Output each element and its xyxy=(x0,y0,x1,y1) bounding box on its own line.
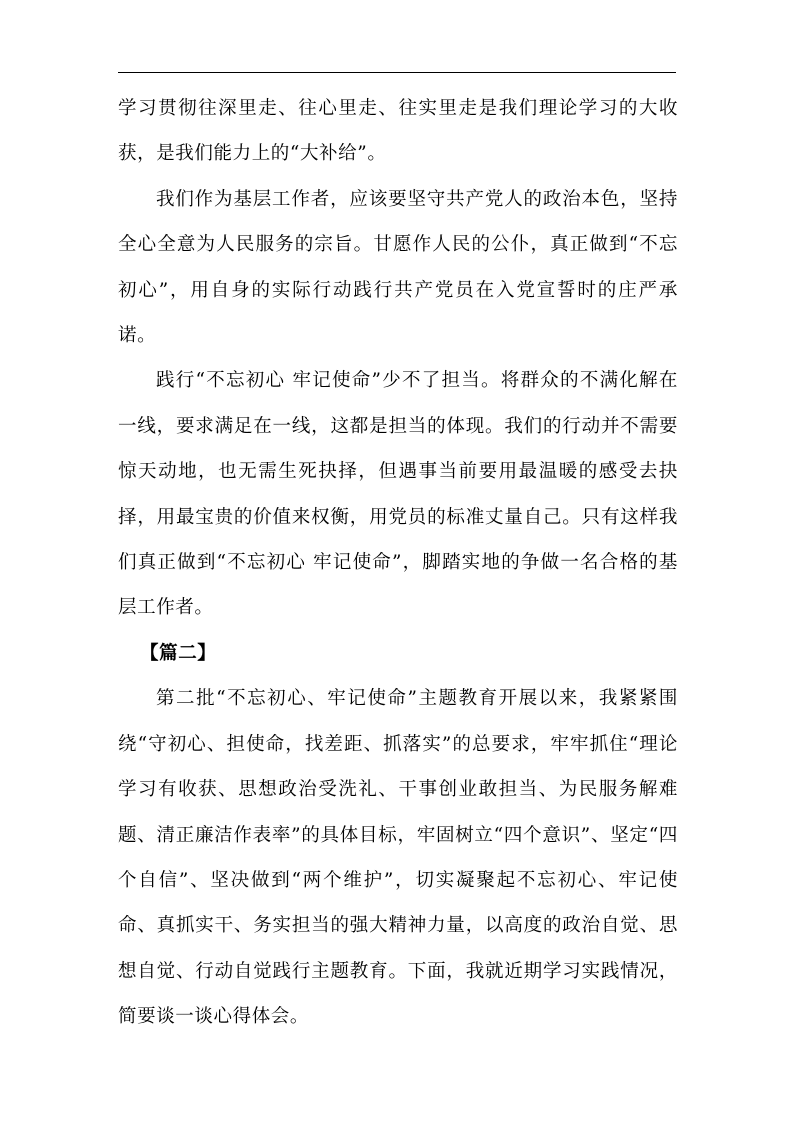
paragraph-2: 我们作为基层工作者，应该要坚守共产党人的政治本色，坚持全心全意为人民服务的宗旨。甘愿作人民的公仆，真正做到“不忘初心”，用自身的实际行动践行共产党员在入党宣誓时的庄严承诺。 xyxy=(118,188,678,347)
paragraph-4: 第二批“不忘初心、牢记使命”主题教育开展以来，我紧紧围绕“守初心、担使命，找差距、抓落实”的总要求，牢牢抓住“理论学习有收获、思想政治受洗礼、干事创业敢担当、为民服务解难题、清正廉洁作表率”的具体目标，牢固树立“四个意识”、坚定“四个自信”、坚决做到“两个维护”，切实凝聚起不忘初心、牢记使命、真抓实干、务实担当的强大精神力量，以高度的政治自觉、思想自觉、行动自觉践行主题教育。下面，我就近期学习实践情况，简要谈一谈心得体会。 xyxy=(118,688,678,1028)
document-body xyxy=(118,86,678,1040)
paragraph-3: 践行“不忘初心 牢记使命”少不了担当。将群众的不满化解在一线，要求满足在一线，这都是担当的体现。我们的行动并不需要惊天动地，也无需生死抉择，但遇事当前要用最温暖的感受去抉择，用最宝贵的价值来权衡，用党员的标准丈量自己。只有这样我们真正做到“不忘初心 牢记使命”，脚踏实地的争做一名合格的基层工作者。 xyxy=(118,370,678,619)
header-rule xyxy=(118,72,676,73)
paragraph-1: 学习贯彻往深里走、往心里走、往实里走是我们理论学习的大收获，是我们能力上的“大补给”。 xyxy=(118,98,678,165)
section-heading: 【篇二】 xyxy=(140,642,217,664)
